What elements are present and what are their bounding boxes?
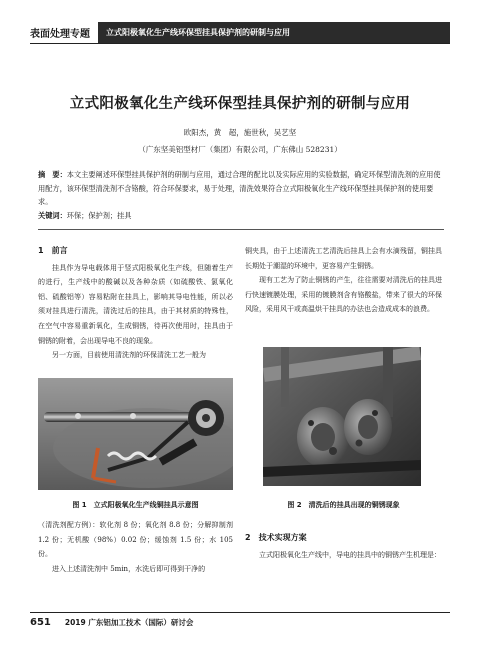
corroded-hanger-photo — [263, 347, 421, 486]
running-title: 立式阳极氧化生产线环保型挂具保护剂的研制与应用 — [98, 22, 450, 43]
section-label: 表面处理专题 — [30, 29, 90, 40]
section-1-heading: 1 前言 — [38, 246, 68, 255]
page-number: 651 — [30, 616, 51, 628]
figure-1-image — [38, 378, 233, 490]
left-column-top — [38, 244, 233, 363]
article-affiliation: （广东坚美铝型材厂（集团）有限公司，广东佛山 528231） — [138, 145, 342, 154]
paragraph: 立式阳极氧化生产线中，导电的挂具中的铜锈产生机理是： — [259, 550, 441, 559]
paragraph: 挂具作为导电载体用于竖式阳极氧化生产线，但随着生产的进行，生产线中的酸碱以及各种杂质（如硫酸铁、氯氧化铝、硫酸铝等）容易粘附在挂具上，影响其导电性能，所以必须对挂具进行清洗，清洗过后的挂具，由于其材质的特殊性，在空气中容易重新氧化，生成铜锈，待再次使用时，挂具由于铜锈的附着，会出现导电不良的现象。 — [38, 263, 233, 345]
article-authors: 欧阳杰，黄 超，施世秋，吴艺坚 — [183, 128, 297, 137]
running-header — [30, 22, 450, 44]
footer-text: 2019 广东铝加工技术（国际）研讨会 — [64, 617, 194, 627]
right-column-bottom — [245, 531, 442, 562]
article-title: 立式阳极氧化生产线环保型挂具保护剂的研制与应用 — [69, 96, 411, 112]
abstract-text: 本文主要阐述环保型挂具保护剂的研制与应用，通过合理的配比以及实际应用的实验数据，确定环保型清洗剂的应用使用配方，该环保型清洗剂不含铬酸，符合环保要求，易于处理，清洗效果符合立式阳极氧化生产线环保型挂具保护剂的使用要求。 — [38, 170, 441, 206]
right-column-top — [245, 244, 442, 317]
page-footer — [30, 612, 450, 631]
copper-hanger-illustration — [38, 378, 233, 490]
figure-2-image — [263, 347, 421, 486]
section-2-heading: 2 技术实现方案 — [245, 533, 307, 542]
paragraph: 铜夹具，由于上述清洗工艺清洗后挂具上会有水滴残留，铜挂具长期处于潮湿的环境中，更容易产生铜锈。 — [245, 247, 442, 270]
figure-1-caption: 图 1 立式阳极氧化生产线铜挂具示意图 — [72, 501, 199, 509]
keywords — [38, 211, 444, 221]
paragraph: （清洗剂配方例）：软化剂 8 份；氧化剂 8.8 份；分解抑制剂 1.2 份；无机酸（98%）0.02 份；缓蚀剂 1.5 份；水 105 份。 — [38, 521, 233, 559]
left-column-bottom — [38, 518, 233, 576]
paragraph: 另一方面，目前使用清洗剂的环保清洗工艺一般为 — [52, 351, 206, 360]
abstract — [38, 168, 444, 209]
abstract-label: 摘 要： — [38, 170, 67, 179]
paragraph: 进入上述清洗剂中 5min，水洗后即可得到干净的 — [52, 564, 206, 573]
keywords-text: 环保；保护剂；挂具 — [66, 211, 132, 220]
keywords-label: 关键词： — [38, 211, 67, 220]
figure-2-caption: 图 2 清洗后的挂具出现的铜锈现象 — [287, 501, 400, 509]
paragraph: 现有工艺为了防止铜锈的产生，往往需要对清洗后的挂具进行快速镀膜处理，采用的镀膜剂含有铬酸盐，带来了很大的环保风险，采用风干或高温烘干挂具的办法也会造成成本的浪费。 — [245, 276, 442, 314]
abstract-divider — [38, 229, 444, 230]
